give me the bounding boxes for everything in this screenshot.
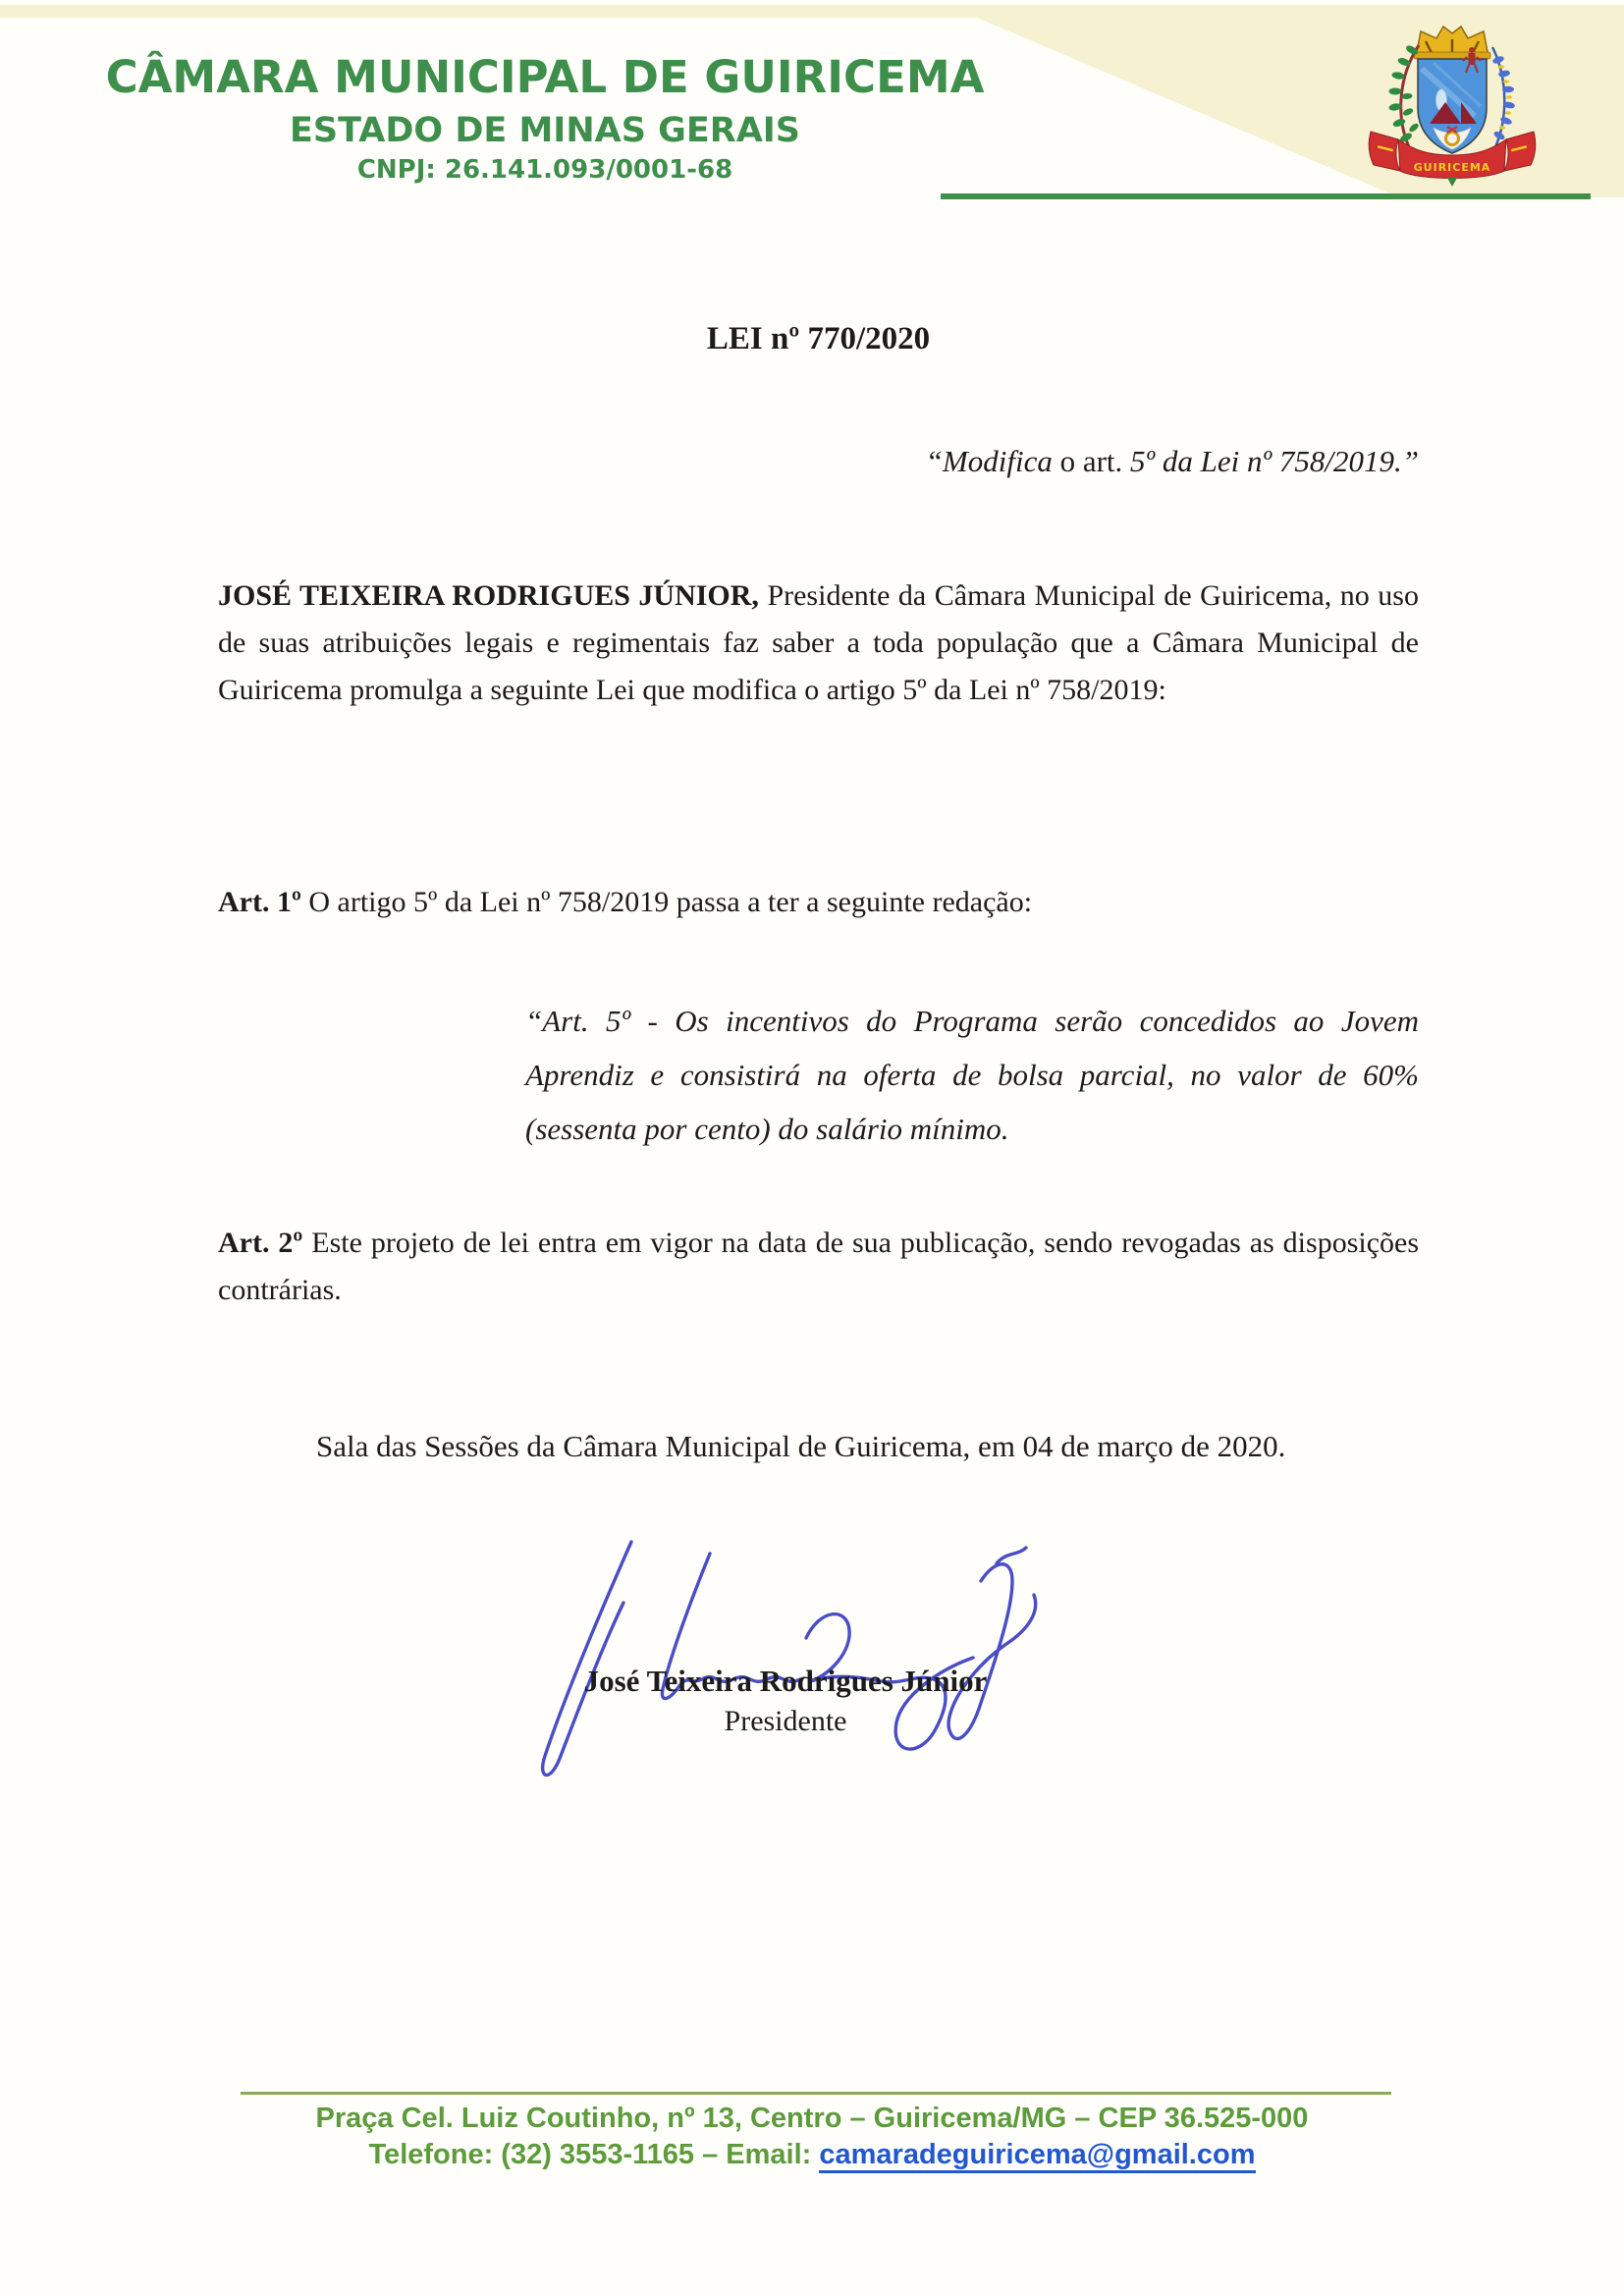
article-1-paragraph <box>218 879 1419 926</box>
footer-address: Praça Cel. Luiz Coutinho, nº 13, Centro – Guiricema/MG – CEP 36.525-000 <box>315 2103 1309 2134</box>
handwritten-signature-ink <box>506 1512 1144 1797</box>
epigraph-lead: “Modifica <box>925 444 1053 478</box>
preamble-paragraph <box>218 573 1419 714</box>
crest-motto: GUIRICEMA <box>1413 161 1491 174</box>
law-title: LEI nº 770/2020 <box>706 321 931 356</box>
signatory-name-bold: JOSÉ TEIXEIRA RODRIGUES JÚNIOR, <box>218 579 759 612</box>
cnpj-line: CNPJ: 26.141.093/0001-68 <box>356 155 733 185</box>
article-2-text: Este projeto de lei entra em vigor na data de sua publicação, sendo revogadas as disposições contrárias. <box>218 1227 1420 1306</box>
epigraph-line <box>218 444 1419 479</box>
header-rule <box>941 193 1591 199</box>
article-2-paragraph <box>218 1220 1419 1314</box>
epigraph-tail: 5º da Lei nº 758/2019.” <box>1130 444 1419 478</box>
footer-contact <box>120 2139 1504 2171</box>
closing-line: Sala das Sessões da Câmara Municipal de Guiricema, em 04 de março de 2020. <box>316 1429 1286 1463</box>
signatory-role: Presidente <box>724 1705 847 1737</box>
article-5-quote-block: “Art. 5º - Os incentivos do Programa serão concedidos ao Jovem Aprendiz e consistirá na oferta de bolsa parcial, no valor de 60% (sessenta por cento) do salário mínimo. <box>525 1004 1419 1146</box>
state-line: ESTADO DE MINAS GERAIS <box>289 111 801 150</box>
article-2-label: Art. 2º <box>218 1227 303 1259</box>
municipal-crest-icon <box>1365 18 1540 187</box>
footer-rule <box>241 2092 1391 2095</box>
epigraph-roman: o art. <box>1052 444 1131 478</box>
preamble-text: Presidente da Câmara Municipal de Guiricema, no uso de suas atribuições legais e regimentais faz saber a toda população que a Câmara Municipal de Guiricema promulga a seguinte Lei que modifica o artigo 5º da Lei nº 758/2019: <box>218 579 1419 706</box>
signatory-printed-name: José Teixeira Rodrigues Júnior <box>583 1664 988 1698</box>
footer-email-link[interactable]: camaradeguiricema@gmail.com <box>819 2139 1255 2173</box>
footer-contact-prefix: Telefone: (32) 3553-1165 – Email: <box>368 2139 820 2170</box>
article-1-text: O artigo 5º da Lei nº 758/2019 passa a ter a seguinte redação: <box>300 886 1033 918</box>
org-name: CÂMARA MUNICIPAL DE GUIRICEMA <box>105 51 985 103</box>
article-1-label: Art. 1º <box>218 886 301 918</box>
